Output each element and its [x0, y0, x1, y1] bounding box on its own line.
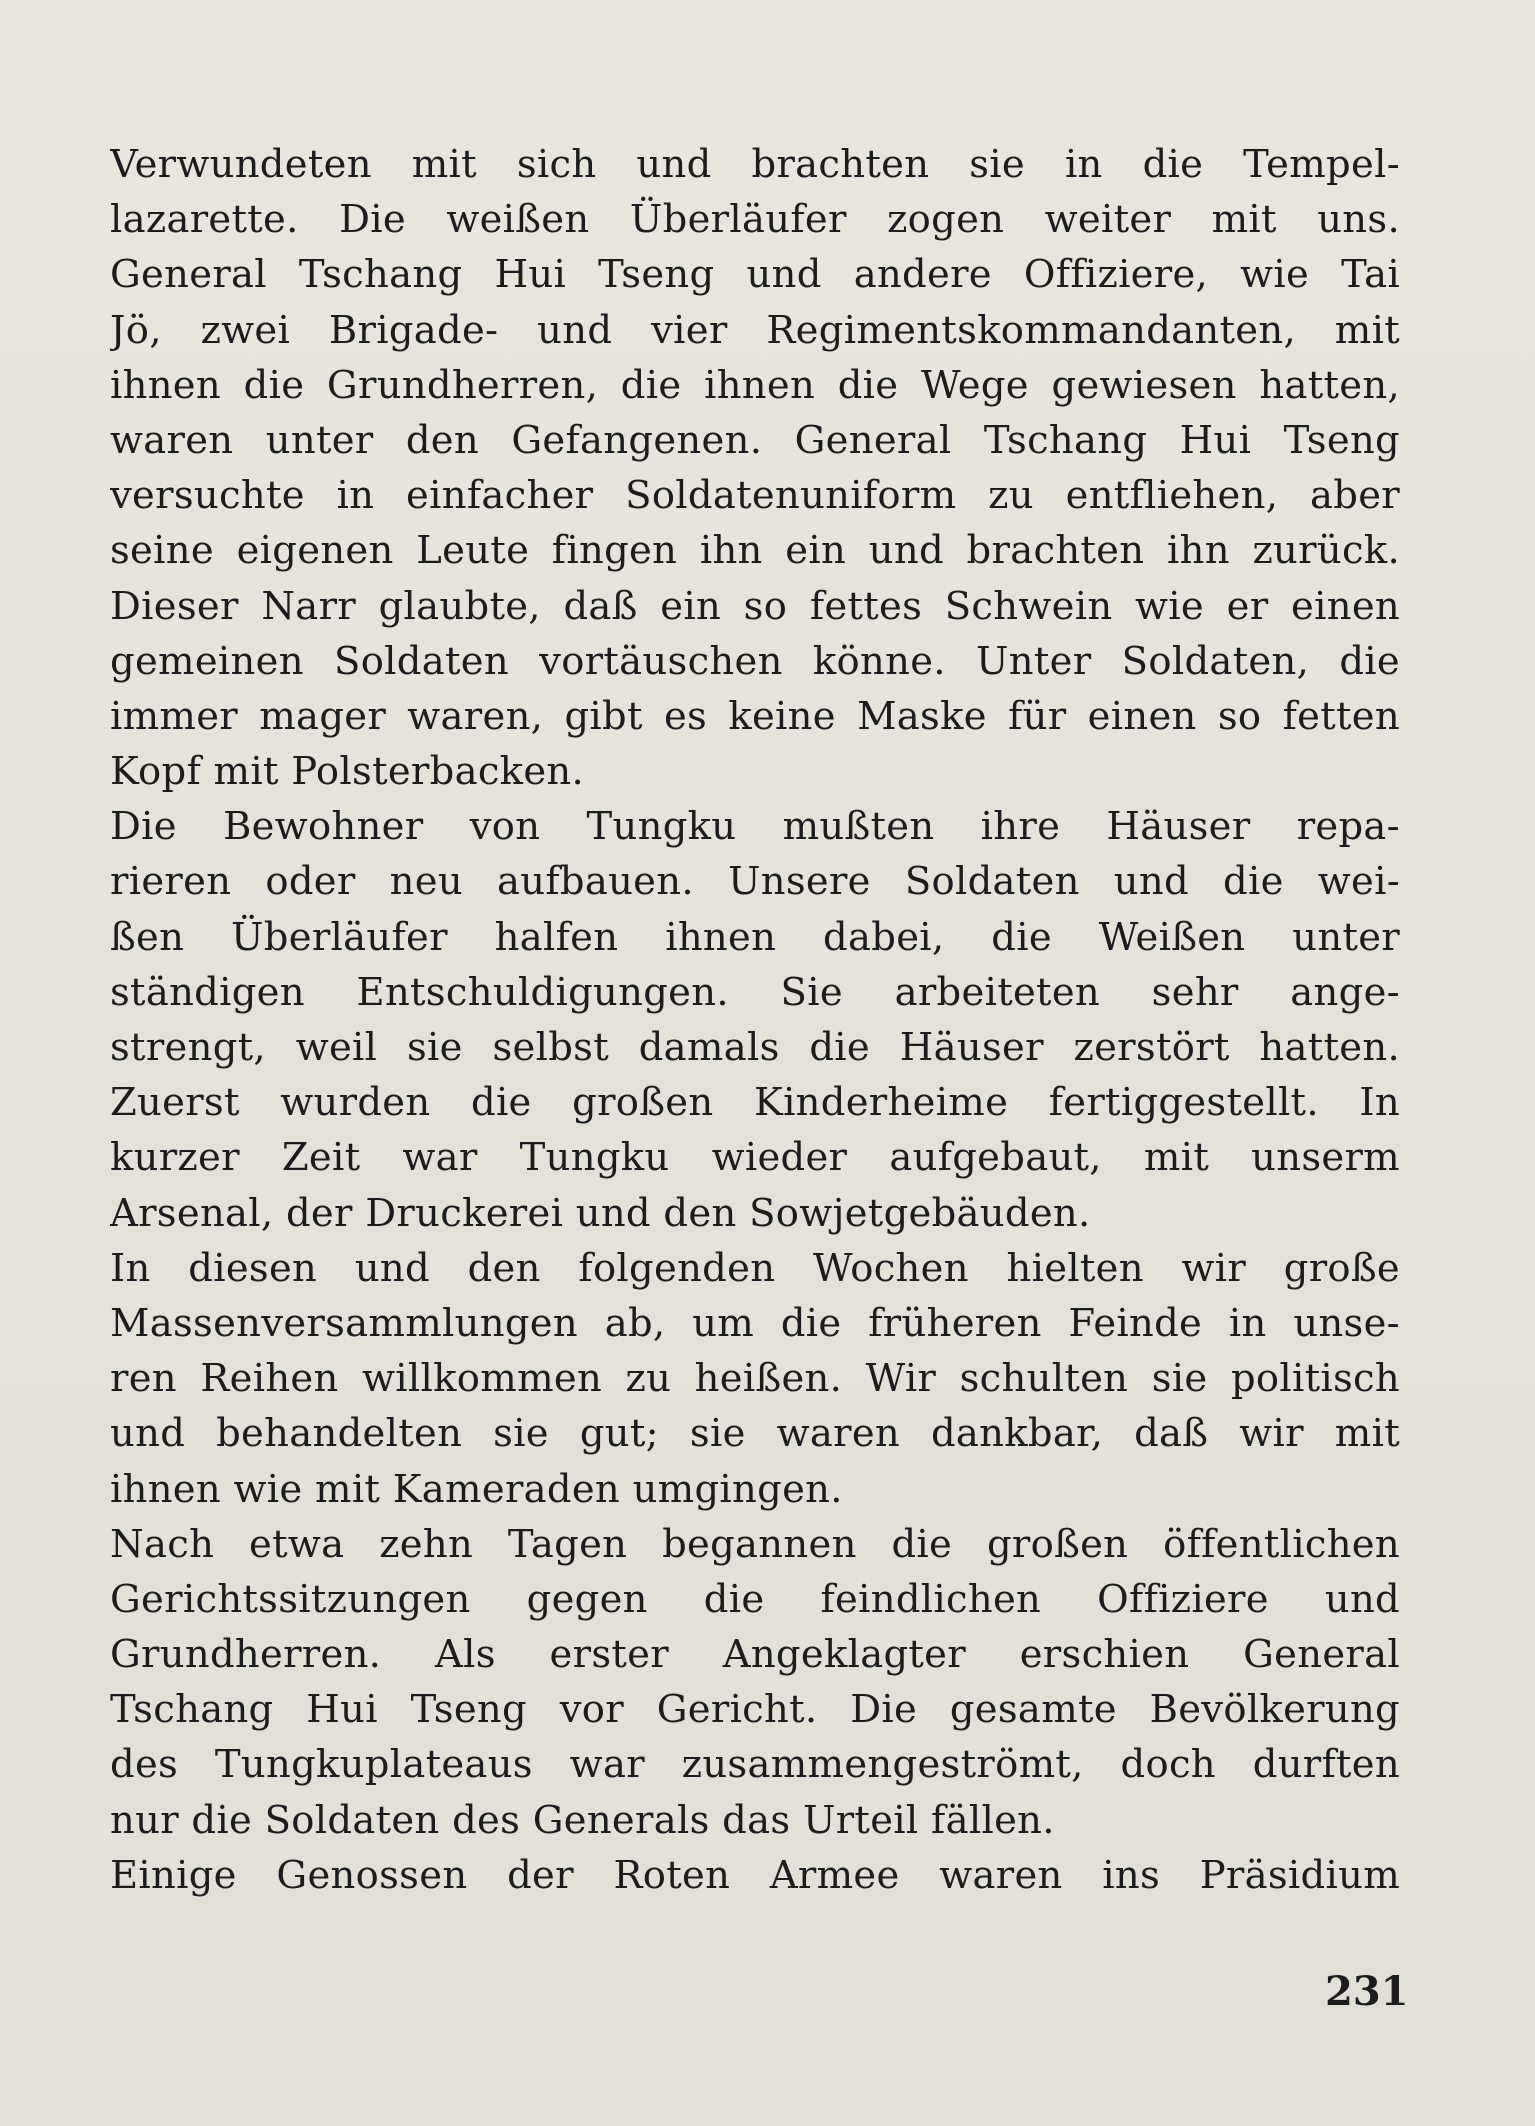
text-line: waren unter den Gefangenen. General Tschang Hui Tseng [110, 417, 1400, 463]
text-line: kurzer Zeit war Tungku wieder aufgebaut, mit unserm [110, 1135, 1400, 1181]
text-line: lazarette. Die weißen Überläufer zogen weiter mit uns. [110, 197, 1400, 243]
text-line: immer mager waren, gibt es keine Maske für einen so fetten [110, 693, 1400, 739]
text-line: In diesen und den folgenden Wochen hielten wir große [110, 1245, 1400, 1291]
text-line: ßen Überläufer halfen ihnen dabei, die Weißen unter [110, 914, 1400, 960]
page-number: 231 [1325, 1968, 1409, 2015]
text-line: Grundherren. Als erster Angeklagter erschien General [110, 1632, 1400, 1678]
text-line: des Tungkuplateaus war zusammengeströmt, doch durften [110, 1742, 1400, 1788]
body-text [110, 137, 1400, 1903]
text-line: strengt, weil sie selbst damals die Häuser zerstört hatten. [110, 1025, 1400, 1070]
text-line: Jö, zwei Brigade- und vier Regimentskommandanten, mit [110, 307, 1400, 353]
text-line: ren Reihen willkommen zu heißen. Wir schulten sie politisch [110, 1356, 1400, 1402]
text-line: Kopf mit Polsterbacken. [110, 749, 585, 795]
text-line: Arsenal, der Druckerei und den Sowjetgebäuden. [110, 1190, 1091, 1236]
text-line: ständigen Entschuldigungen. Sie arbeiteten sehr ange- [110, 969, 1400, 1015]
text-line: Verwundeten mit sich und brachten sie in die Tempel- [110, 142, 1400, 187]
text-line: rieren oder neu aufbauen. Unsere Soldaten und die wei- [110, 859, 1400, 905]
text-line: Gerichtssitzungen gegen die feindlichen Offiziere und [110, 1576, 1400, 1622]
text-line: ihnen wie mit Kameraden umgingen. [110, 1466, 843, 1512]
text-line: Die Bewohner von Tungku mußten ihre Häuser repa- [110, 804, 1400, 850]
text-line: seine eigenen Leute fingen ihn ein und brachten ihn zurück. [110, 528, 1400, 574]
text-line: ihnen die Grundherren, die ihnen die Wege gewiesen hatten, [110, 362, 1400, 408]
text-line: Dieser Narr glaubte, daß ein so fettes Schwein wie er einen [110, 583, 1400, 629]
text-line: nur die Soldaten des Generals das Urteil fällen. [110, 1797, 1055, 1843]
text-line: Nach etwa zehn Tagen begannen die großen öffentlichen [110, 1521, 1400, 1567]
text-line: Massenversammlungen ab, um die früheren Feinde in unse- [110, 1300, 1400, 1346]
text-line: gemeinen Soldaten vortäuschen könne. Unter Soldaten, die [110, 638, 1400, 684]
text-line: und behandelten sie gut; sie waren dankbar, daß wir mit [110, 1411, 1400, 1457]
text-line: versuchte in einfacher Soldatenuniform zu entfliehen, aber [110, 473, 1400, 519]
text-line: Tschang Hui Tseng vor Gericht. Die gesamte Bevölkerung [110, 1687, 1400, 1733]
text-line: General Tschang Hui Tseng und andere Offiziere, wie Tai [110, 252, 1400, 298]
text-line: Einige Genossen der Roten Armee waren ins Präsidium [110, 1852, 1400, 1898]
text-line: Zuerst wurden die großen Kinderheime fertiggestellt. In [110, 1080, 1400, 1126]
